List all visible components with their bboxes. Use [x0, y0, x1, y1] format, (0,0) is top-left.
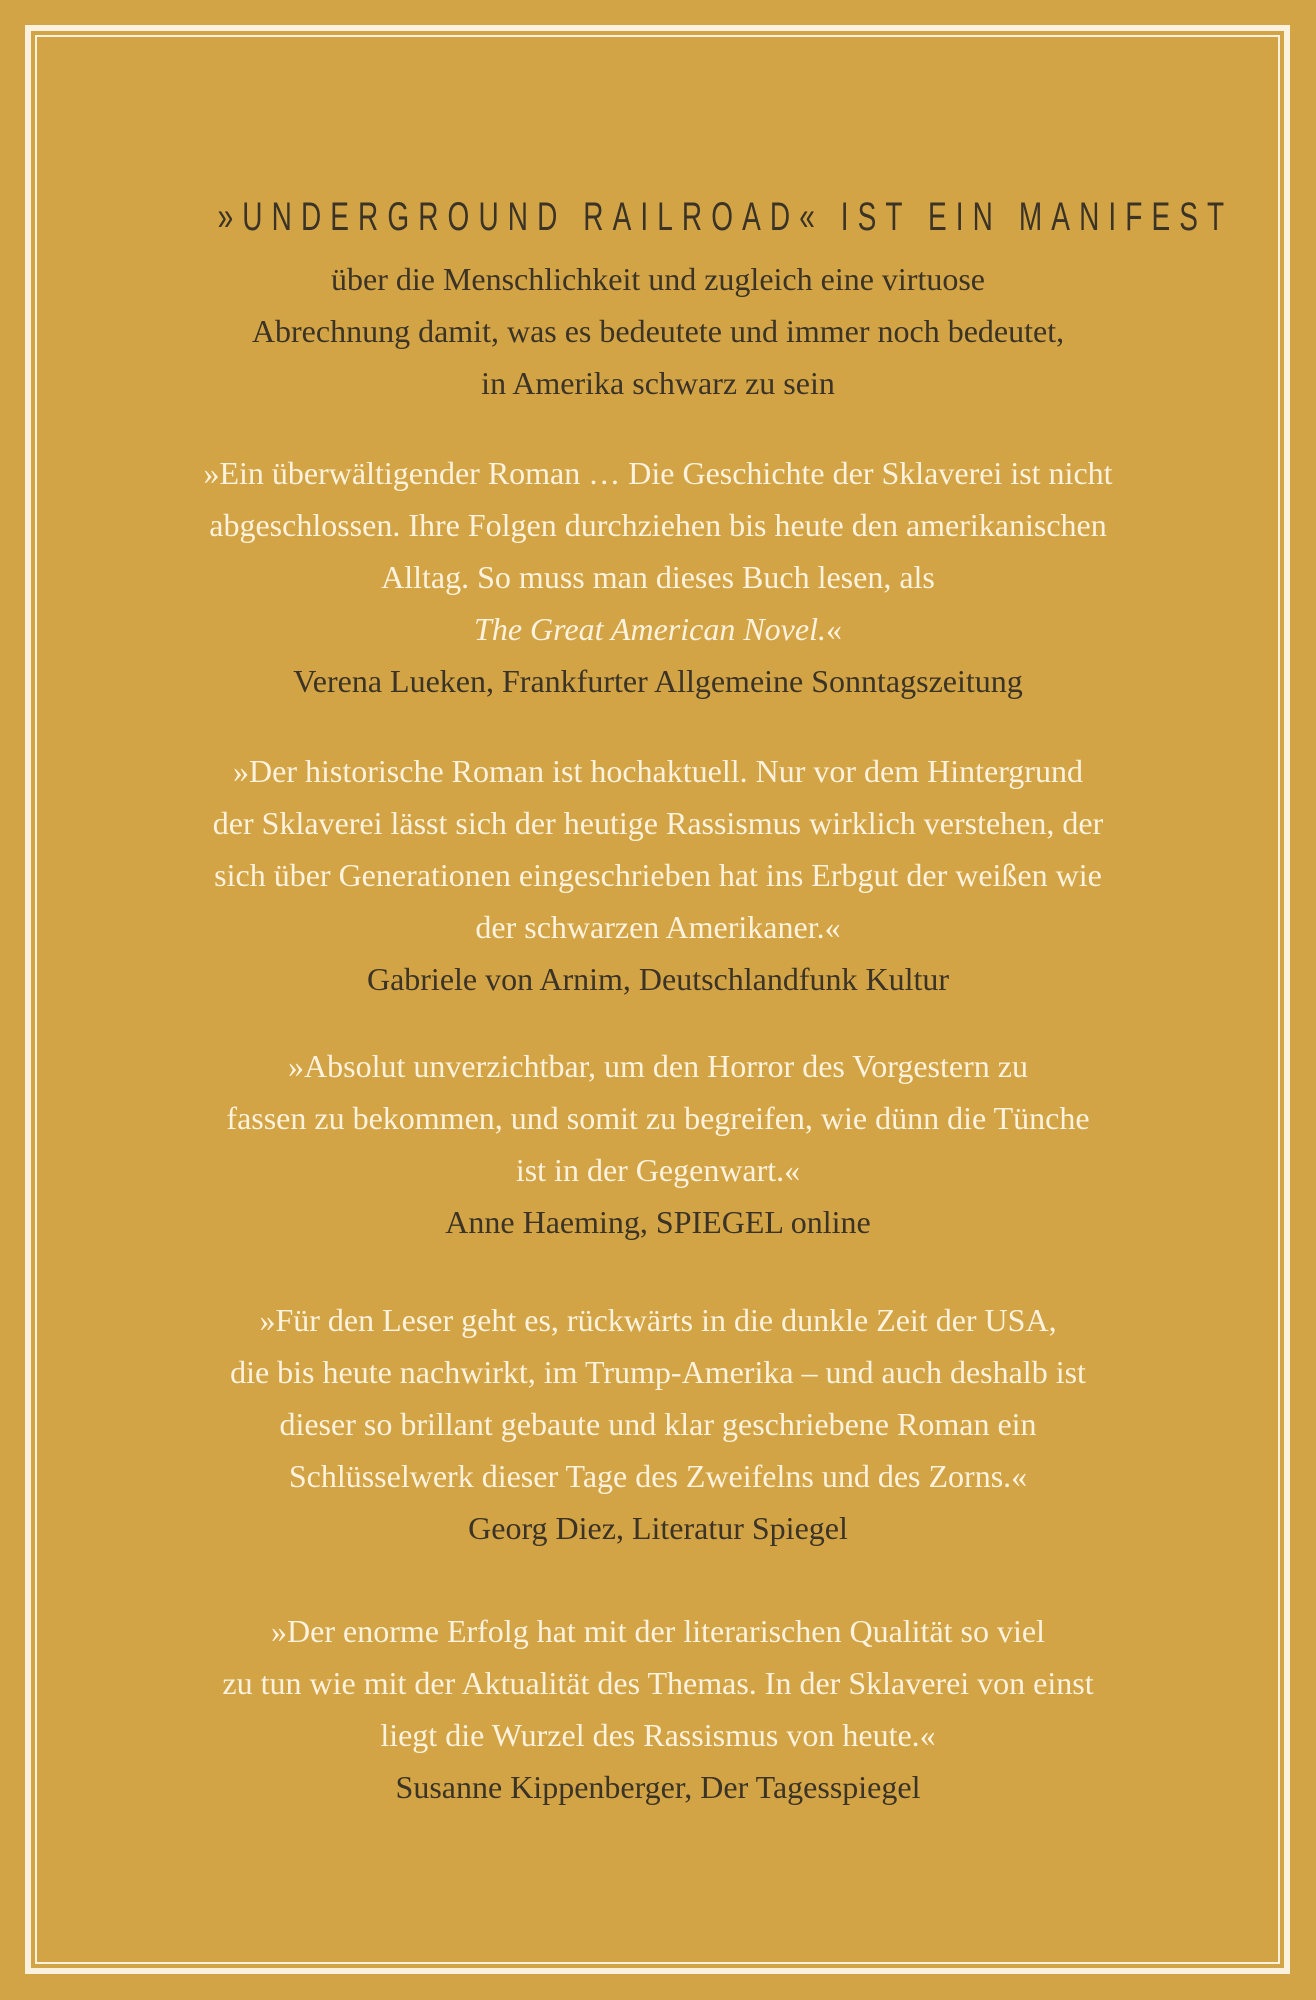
quote-source: Susanne Kippenberger, Der Tagesspiegel	[395, 1769, 921, 1805]
quote-2	[0, 745, 1316, 1005]
quote-1	[0, 447, 1316, 707]
quote-line: zu tun wie mit der Aktualität des Themas. In der Sklaverei von einst	[222, 1665, 1094, 1701]
intro-line: in Amerika schwarz zu sein	[481, 365, 835, 401]
quote-line: ist in der Gegenwart.«	[515, 1152, 801, 1188]
quote-source: Georg Diez, Literatur Spiegel	[468, 1510, 848, 1546]
quote-line: sich über Generationen eingeschrieben hat ins Erbgut der weißen wie	[214, 857, 1102, 893]
quote-source: Verena Lueken, Frankfurter Allgemeine Sonntagszeitung	[293, 663, 1023, 699]
closing-mark: «	[825, 611, 842, 647]
quote-line: dieser so brillant gebaute und klar geschriebene Roman ein	[279, 1406, 1037, 1442]
quote-3	[0, 1040, 1316, 1248]
intro-paragraph	[0, 253, 1316, 409]
quote-line: »Ein überwältigender Roman … Die Geschichte der Sklaverei ist nicht	[203, 455, 1113, 491]
quote-line: »Für den Leser geht es, rückwärts in die dunkle Zeit der USA,	[259, 1302, 1057, 1338]
quote-line: »Der enorme Erfolg hat mit der literarischen Qualität so viel	[271, 1613, 1045, 1649]
quote-line: »Absolut unverzichtbar, um den Horror des Vorgestern zu	[288, 1048, 1028, 1084]
quote-line: Alltag. So muss man dieses Buch lesen, als	[381, 559, 935, 595]
heading-text: »UNDERGROUND RAILROAD« IST EIN MANIFEST	[217, 195, 1234, 239]
quote-line: fassen zu bekommen, und somit zu begreifen, wie dünn die Tünche	[226, 1100, 1090, 1136]
quote-source: Anne Haeming, SPIEGEL online	[445, 1204, 871, 1240]
quote-line: liegt die Wurzel des Rassismus von heute.«	[380, 1717, 936, 1753]
quote-line: Schlüsselwerk dieser Tage des Zweifelns und des Zorns.«	[288, 1458, 1028, 1494]
quote-line	[0, 603, 1316, 655]
quote-source: Gabriele von Arnim, Deutschlandfunk Kultur	[366, 961, 950, 997]
quote-4	[0, 1294, 1316, 1554]
quote-line: der schwarzen Amerikaner.«	[475, 909, 841, 945]
heading	[0, 195, 1316, 240]
book-title: The Great American Novel.	[474, 611, 826, 647]
intro-line: über die Menschlichkeit und zugleich eine virtuose	[330, 261, 985, 297]
intro-line: Abrechnung damit, was es bedeutete und immer noch bedeutet,	[251, 313, 1065, 349]
quote-line: der Sklaverei lässt sich der heutige Rassismus wirklich verstehen, der	[212, 805, 1104, 841]
quote-line: »Der historische Roman ist hochaktuell. Nur vor dem Hintergrund	[233, 753, 1083, 789]
quote-line: die bis heute nachwirkt, im Trump-Amerika – und auch deshalb ist	[230, 1354, 1086, 1390]
quote-5	[0, 1605, 1316, 1813]
quote-line: abgeschlossen. Ihre Folgen durchziehen bis heute den amerikanischen	[209, 507, 1107, 543]
